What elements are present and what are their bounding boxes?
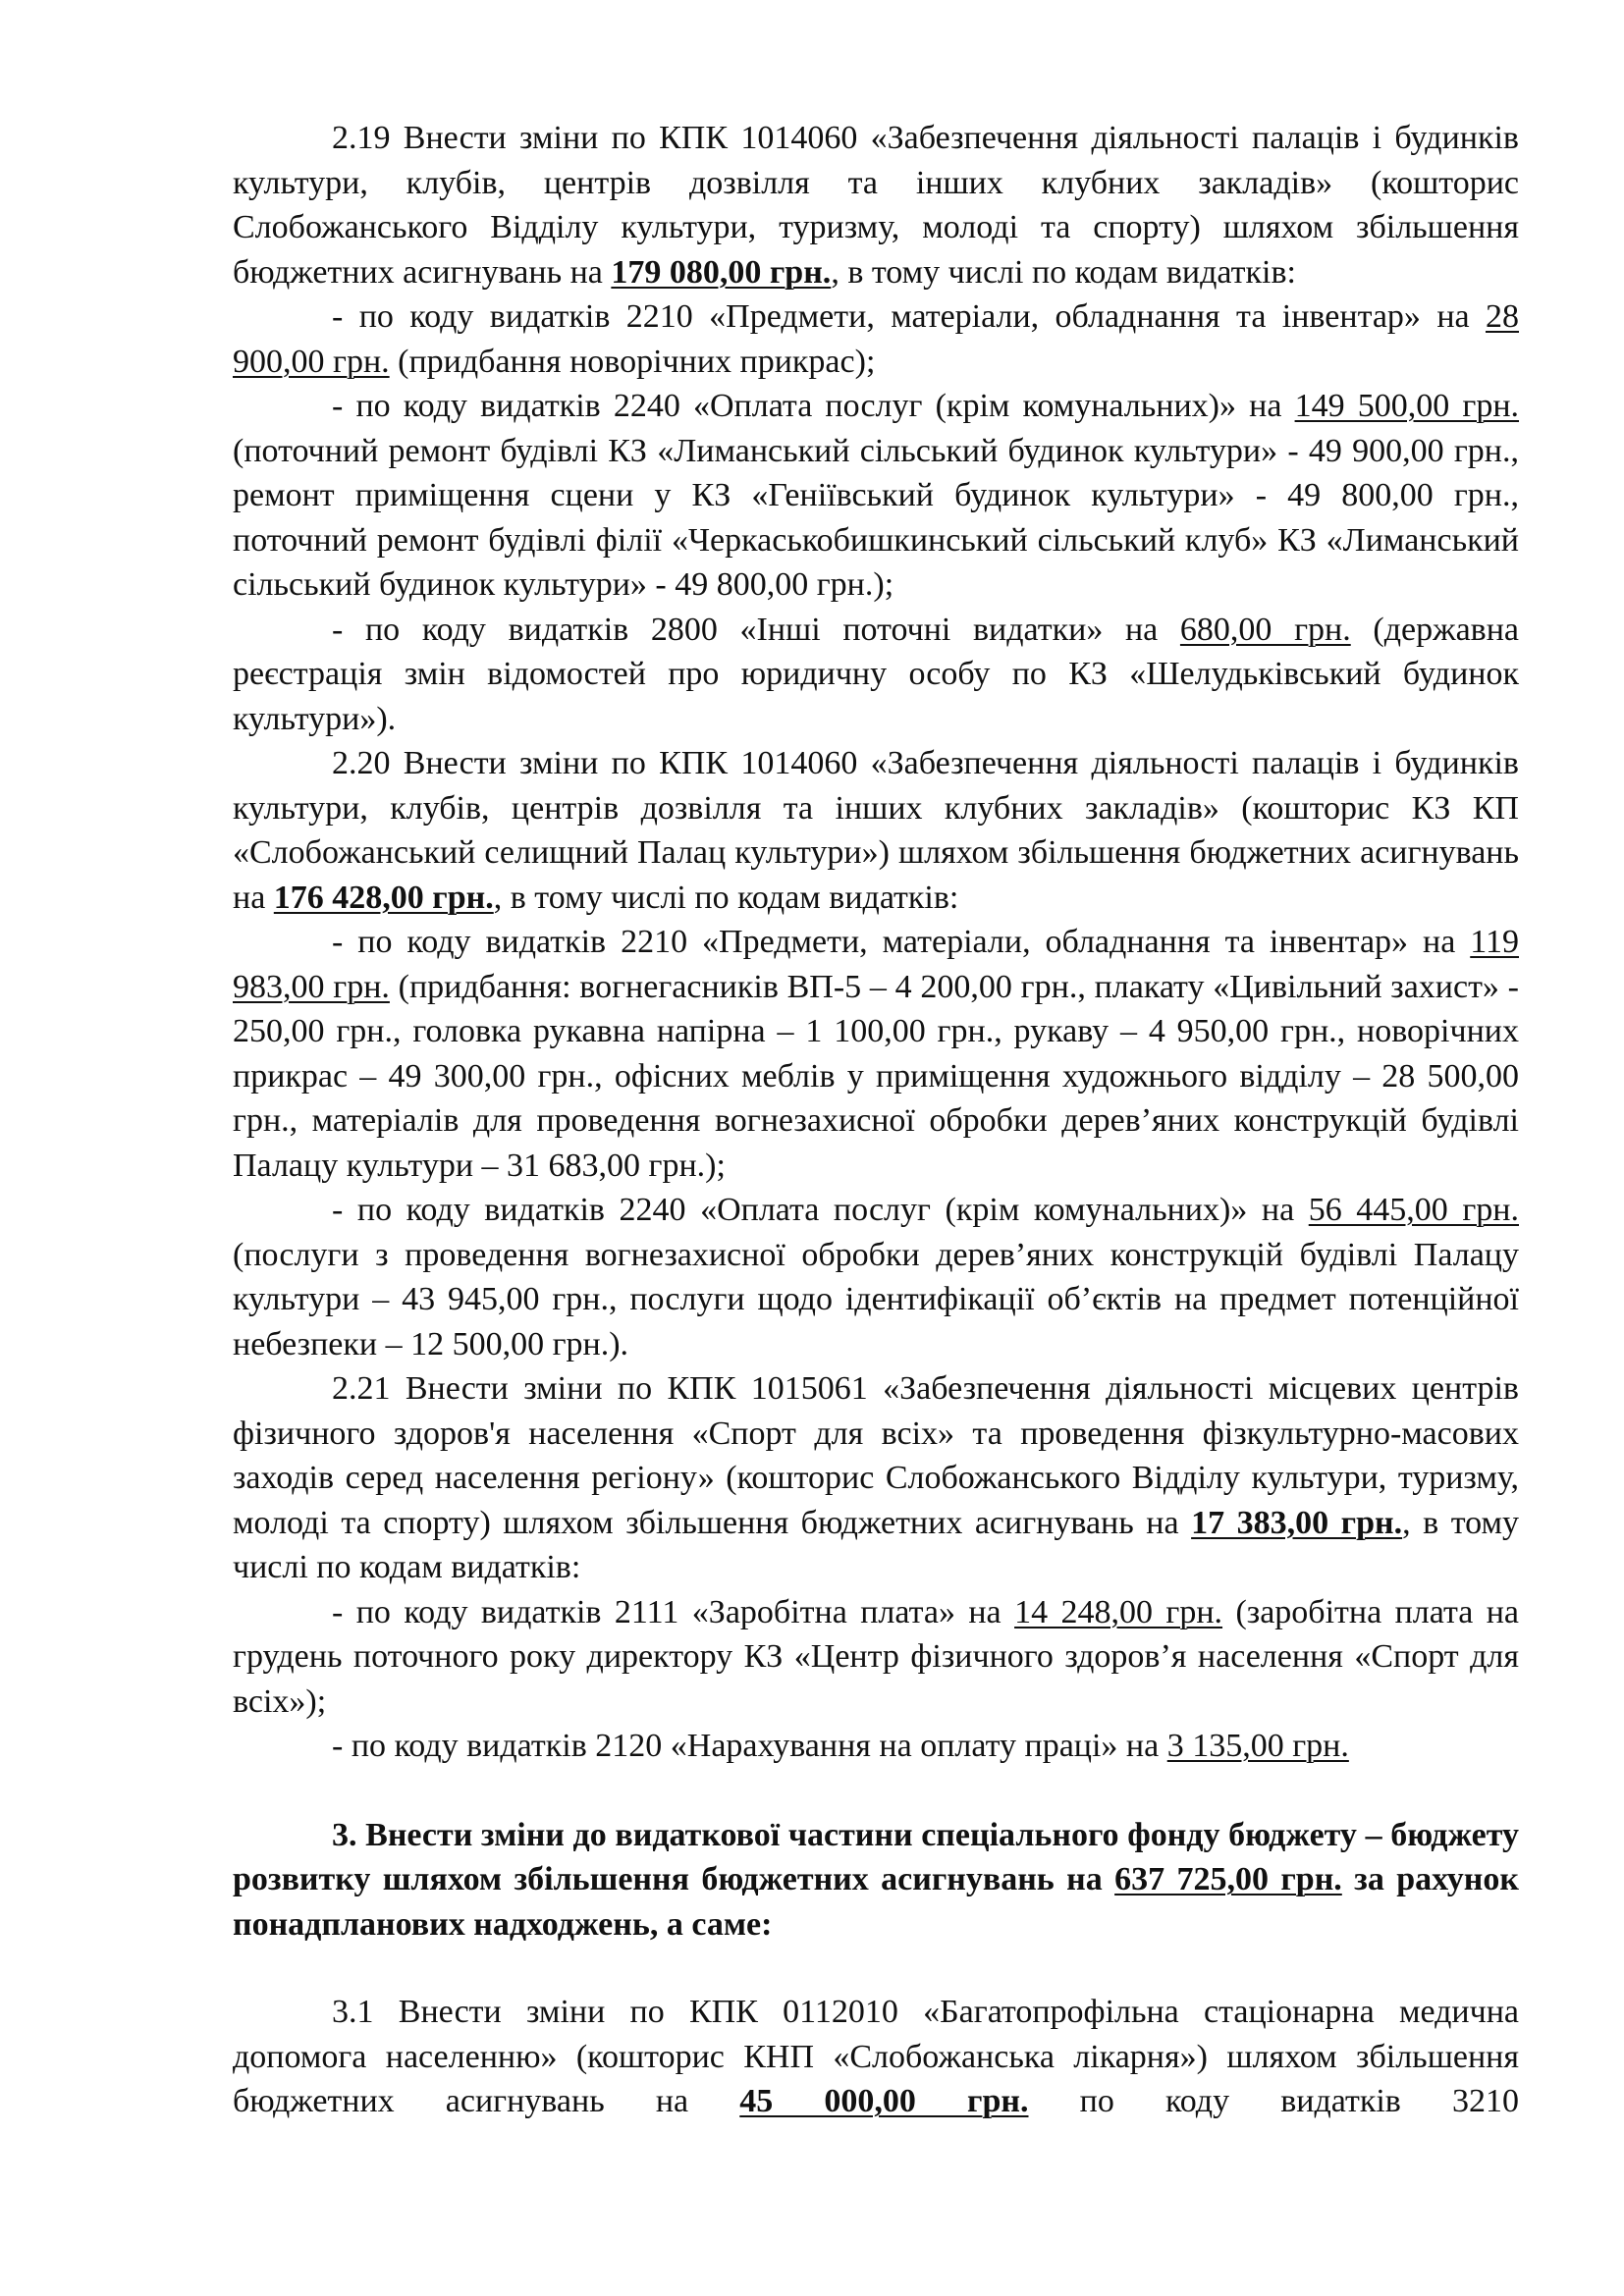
text: - по коду видатків 2210 «Предмети, матеріали, обладнання та інвентар» на [332,298,1486,335]
text: за рахунок понадпланових надходжень, а саме: [233,1861,1519,1943]
document-page [233,116,1519,2124]
text: , в тому числі по кодам видатків: [233,1504,1519,1585]
text: по коду видатків 3210 [1028,2083,1519,2119]
text: 2.20 Внести зміни по КПК 1014060 «Забезпечення діяльності палаців і будинків культури, клубів, центрів дозвілля та інших клубних закладів» (кошторис КЗ КП «Слобожанський селищний Палац культури») шляхом збільшення бюджетних асигнувань на [233,745,1519,916]
text: (придбання: вогнегасників ВП-5 – 4 200,00 грн., плакату «Цивільний захист» - 250,00 грн., головка рукавна напірна – 1 100,00 грн., рукаву – 4 950,00 грн., новорічних прикрас – 49 300,00 грн., офісних меблів у приміщення художнього відділу – 28 500,00 грн., матеріалів для проведення вогнезахисної обробки дерев’яних конструкцій будівлі Палацу культури – 31 683,00 грн.); [233,968,1520,1184]
amount-2-20: 176 428,00 грн. [273,879,494,916]
paragraph-2-21 [233,1366,1519,1590]
text: 2.21 Внести зміни по КПК 1015061 «Забезпечення діяльності місцевих центрів фізичного здоров'я населення «Спорт для всіх» та проведення фізкультурно-масових заходів серед населення регіону» (кошторис Слобожанського Відділу культури, туризму, молоді та спорту) шляхом збільшення бюджетних асигнувань на [233,1370,1519,1541]
amount: 14 248,00 грн. [1014,1593,1223,1630]
item-2-19-2 [233,384,1519,608]
item-2-21-2 [233,1724,1519,1769]
text: (заробітна плата на грудень поточного року директору КЗ «Центр фізичного здоров’я населення «Спорт для всіх»); [233,1593,1520,1720]
item-2-20-1 [233,920,1519,1188]
text: (послуги з проведення вогнезахисної обробки дерев’яних конструкцій будівлі Палацу культури – 43 945,00 грн., послуги щодо ідентифікації об’єктів на предмет потенційної небезпеки – 12 500,00 грн.). [233,1236,1519,1362]
text: 3.1 Внести зміни по КПК 0112010 «Багатопрофільна стаціонарна медична допомога населенню» (кошторис КНП «Слобожанська лікарня») шляхом збільшення бюджетних асигнувань на [233,1994,1519,2119]
item-2-20-2 [233,1188,1519,1366]
amount: 119 983,00 грн. [233,924,1519,1005]
amount-3-1: 45 000,00 грн. [739,2083,1029,2119]
text: (державна реєстрація змін відомостей про юридичну особу по КЗ «Шелудьківський будинок культури»). [233,611,1520,737]
paragraph-2-19 [233,116,1519,294]
spacer [233,1769,1519,1813]
paragraph-3-1 [233,1990,1519,2124]
item-2-19-3 [233,608,1519,742]
amount: 28 900,00 грн. [233,298,1519,380]
section-3-heading [233,1813,1519,1948]
text: 2.19 Внести зміни по КПК 1014060 «Забезпечення діяльності палаців і будинків культури, клубів, центрів дозвілля та інших клубних закладів» (кошторис Слобожанського Відділу культури, туризму, молоді та спорту) шляхом збільшення бюджетних асигнувань на [233,120,1519,291]
text: - по коду видатків 2210 «Предмети, матеріали, обладнання та інвентар» на [332,924,1471,960]
text: , в тому числі по кодам видатків: [831,253,1296,291]
text: , в тому числі по кодам видатків: [493,879,959,916]
text: 3. Внести зміни до видаткової частини спеціального фонду бюджету – бюджету розвитку шляхом збільшення бюджетних асигнувань на [233,1816,1519,1897]
spacer [233,1947,1519,1990]
amount: 680,00 грн. [1179,611,1351,648]
amount-3: 637 725,00 грн. [1114,1861,1342,1897]
text: - по коду видатків 2240 «Оплата послуг (крім комунальних)» на [332,388,1295,424]
text: - по коду видатків 2800 «Інші поточні видатки» на [332,611,1180,648]
item-2-21-1 [233,1590,1519,1725]
text: - по коду видатків 2240 «Оплата послуг (крім комунальних)» на [332,1192,1309,1228]
item-2-19-1 [233,294,1519,384]
paragraph-2-20 [233,741,1519,920]
text: (поточний ремонт будівлі КЗ «Лиманський сільський будинок культури» - 49 900,00 грн., ремонт приміщення сцени у КЗ «Геніївський будинок культури» - 49 800,00 грн., поточний ремонт будівлі філії «Черкаськобишкинський сільський клуб» КЗ «Лиманський сільський будинок культури» - 49 800,00 грн.); [233,432,1519,603]
amount-2-19: 179 080,00 грн. [611,253,832,291]
amount-2-21: 17 383,00 грн. [1191,1504,1403,1541]
text: - по коду видатків 2120 «Нарахування на оплату праці» на [332,1728,1167,1764]
amount: 3 135,00 грн. [1166,1728,1349,1764]
amount: 56 445,00 грн. [1308,1192,1519,1228]
text: - по коду видатків 2111 «Заробітна плата» на [332,1593,1015,1630]
amount: 149 500,00 грн. [1294,388,1520,424]
text: (придбання новорічних прикрас); [389,343,876,380]
